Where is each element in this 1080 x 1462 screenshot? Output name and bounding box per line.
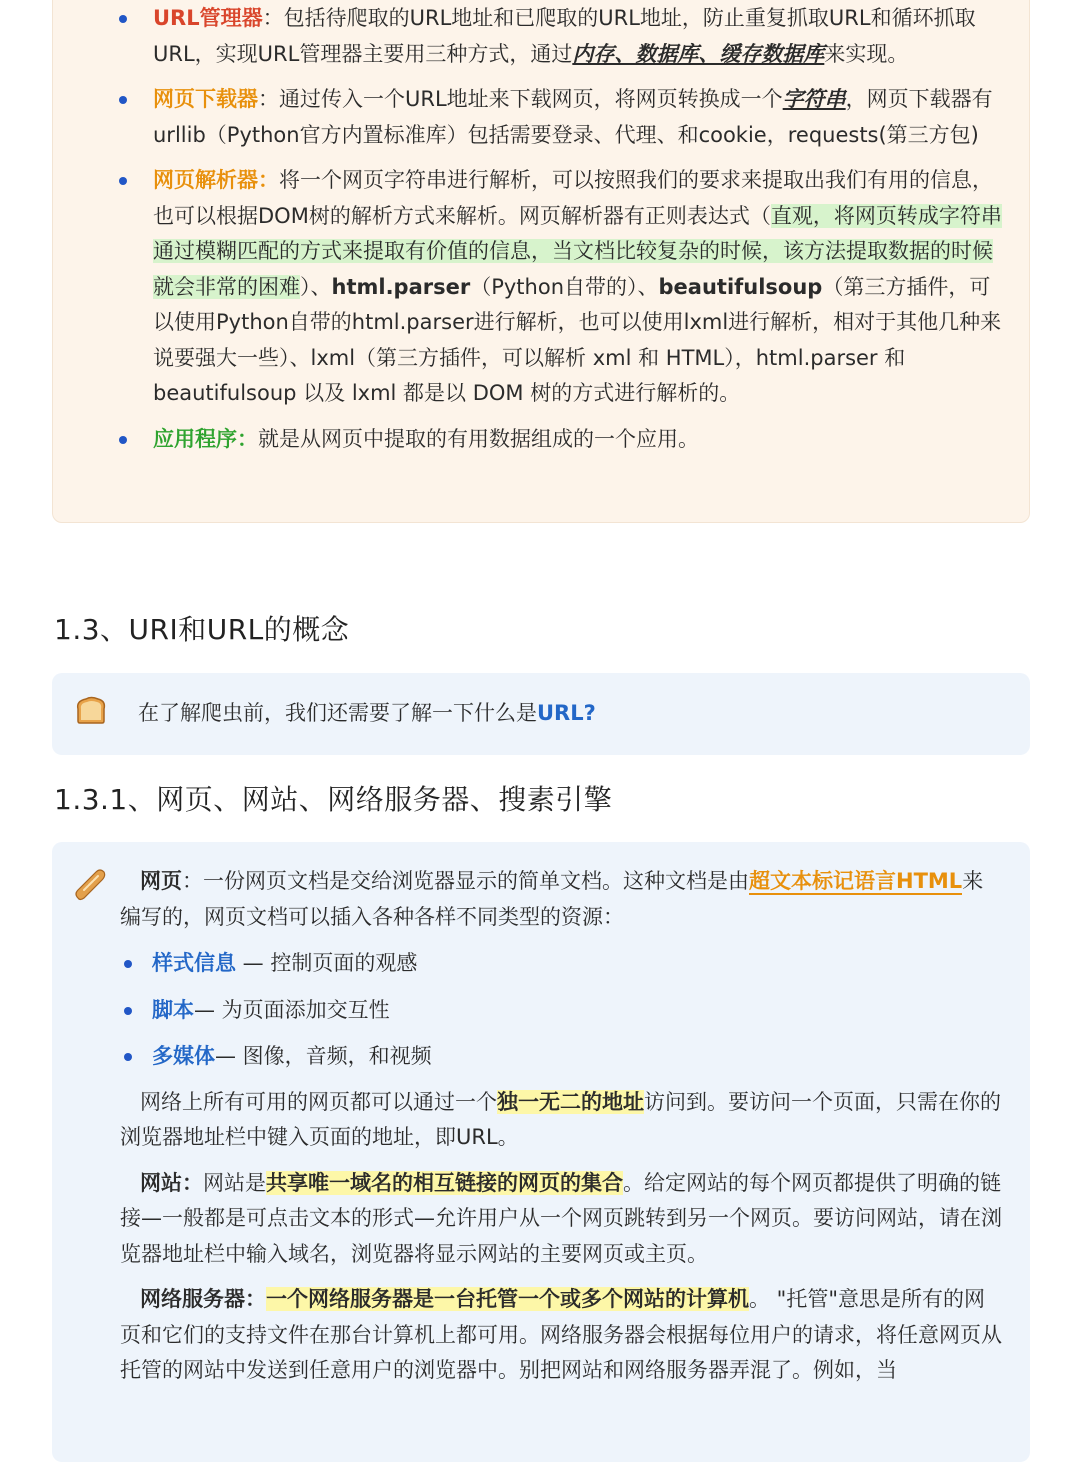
bullet-icon xyxy=(124,1053,132,1061)
html-link[interactable]: 超文本标记语言HTML xyxy=(749,869,963,893)
tip-callout xyxy=(52,673,1030,755)
list-item-parser xyxy=(123,163,1003,412)
paragraph-text: 网络上所有可用的网页都可以通过一个 xyxy=(140,1089,497,1114)
bullet-icon xyxy=(119,96,127,104)
item-text: ：包括待爬取的URL地址和已爬取的URL地址，防止重复抓取URL和循环抓取URL，实现URL管理器主要用三种方式，通过 xyxy=(153,6,976,66)
web-concepts-card xyxy=(52,842,1030,1462)
bullet-icon xyxy=(119,436,127,444)
list-item-media xyxy=(120,1039,1004,1075)
paragraph-webpage xyxy=(120,864,1004,935)
bread-icon xyxy=(74,695,108,736)
paragraph-text: 来编写的，网页文档可以插入各种各样不同类型的资源： xyxy=(120,869,984,929)
paragraph-text: 。给定网站的每个网页都提供了明确的链接—一般都是可点击文本的形式—允许用户从一个网页跳转到另一个网页。要访问网站，请在浏览器地址栏中输入域名，浏览器将显示网站的主要网页或主页。 xyxy=(120,1170,1002,1266)
paragraph-website xyxy=(120,1166,1004,1273)
term-parser: 网页解析器： xyxy=(153,168,279,192)
highlight-unique-address: 独一无二的地址 xyxy=(497,1089,644,1114)
item-text: （Python自带的）、 xyxy=(470,274,659,299)
paragraph-text: 。 "托管"意思是所有的网页和它们的支持文件在那台计算机上都可用。网络服务器会根据每位用户的请求，将任意网页从托管的网站中发送到任意用户的浏览器中。别把网站和网络服务器弄混了。例如，当 xyxy=(120,1287,1002,1382)
term-style[interactable]: 样式信息 xyxy=(152,951,236,975)
term-html-parser: html.parser xyxy=(331,274,471,299)
bullet-icon xyxy=(119,177,127,185)
term-beautifulsoup: beautifulsoup xyxy=(658,274,823,299)
term-downloader: 网页下载器 xyxy=(153,87,258,111)
item-text: 就是从网页中提取的有用数据组成的一个应用。 xyxy=(258,426,699,451)
term-url-manager: URL管理器 xyxy=(153,6,263,30)
bullet-icon xyxy=(124,960,132,968)
emphasis-storage: 内存、数据库、缓存数据库 xyxy=(572,41,825,66)
paragraph-text: 网站是 xyxy=(203,1170,266,1195)
paragraph-text: 访问到。要访问一个页面，只需在你的浏览器地址栏中键入页面的地址，即URL。 xyxy=(120,1089,1001,1149)
list-item-application xyxy=(123,422,1003,458)
list-item-script xyxy=(120,993,1004,1029)
term-script[interactable]: 脚本 xyxy=(152,997,194,1022)
url-link[interactable]: URL? xyxy=(537,701,596,725)
section-heading-web-concepts: 1.3.1、网页、网站、网络服务器、搜素引擎 xyxy=(54,783,613,816)
paragraph-address xyxy=(120,1085,1004,1156)
baguette-icon xyxy=(72,866,108,913)
section-heading-uri-url: 1.3、URI和URL的概念 xyxy=(54,613,350,646)
item-text-end: ，网页下载器有urllib（Python官方内置标准库）包括需要登录、代理、和cookie，requests(第三方包) xyxy=(153,87,993,147)
term-application: 应用程序： xyxy=(153,426,258,451)
term-desc: — 为页面添加交互性 xyxy=(194,997,390,1022)
label-webpage: 网页 xyxy=(140,869,182,893)
item-text-end: 来实现。 xyxy=(824,41,909,66)
item-text: 将一个网页字符串进行解析，可以按照我们的要求来提取出我们有用的信息，也可以根据DOM树的解析方式来解析。网页解析器有正则表达式（ xyxy=(153,168,993,228)
tip-text-line xyxy=(138,696,596,732)
term-desc: — 控制页面的观感 xyxy=(236,951,418,975)
term-media[interactable]: 多媒体 xyxy=(152,1044,215,1068)
label-web-server: 网络服务器： xyxy=(140,1287,266,1311)
paragraph-text: ：一份网页文档是交给浏览器显示的简单文档。这种文档是由 xyxy=(182,869,749,893)
term-desc: — 图像，音频，和视频 xyxy=(215,1044,432,1068)
list-item-url-manager xyxy=(123,1,1003,72)
crawler-components-card xyxy=(52,0,1030,523)
label-website: 网站： xyxy=(140,1170,203,1195)
highlight-regex: 直观，将网页转成字符串通过模糊匹配的方式来提取有价值的信息，当文档比较复杂的时候，该方法提取数据的时候就会非常的困难 xyxy=(153,203,1002,299)
paragraph-web-server xyxy=(120,1282,1004,1389)
bullet-icon xyxy=(119,15,127,23)
highlight-website-def: 共享唯一域名的相互链接的网页的集合 xyxy=(266,1170,623,1195)
bullet-icon xyxy=(124,1007,132,1015)
item-text-end: （第三方插件，可以使用Python自带的html.parser进行解析，也可以使用lxml进行解析，相对于其他几种来说要强大一些）、lxml（第三方插件，可以解析 xml 和 HTML），html.parser 和 beautifulsoup 以及 lxml 都是以 DOM 树的方式进行解析的。 xyxy=(153,274,1002,405)
tip-text: 在了解爬虫前，我们还需要了解一下什么是 xyxy=(138,701,537,725)
item-text: ）、 xyxy=(300,274,332,299)
item-text: ：通过传入一个URL地址来下载网页，将网页转换成一个 xyxy=(258,87,783,111)
emphasis-string: 字符串 xyxy=(782,87,846,111)
list-item-style xyxy=(120,946,1004,982)
list-item-downloader xyxy=(123,82,1003,153)
highlight-server-def: 一个网络服务器是一台托管一个或多个网站的计算机 xyxy=(266,1287,749,1311)
